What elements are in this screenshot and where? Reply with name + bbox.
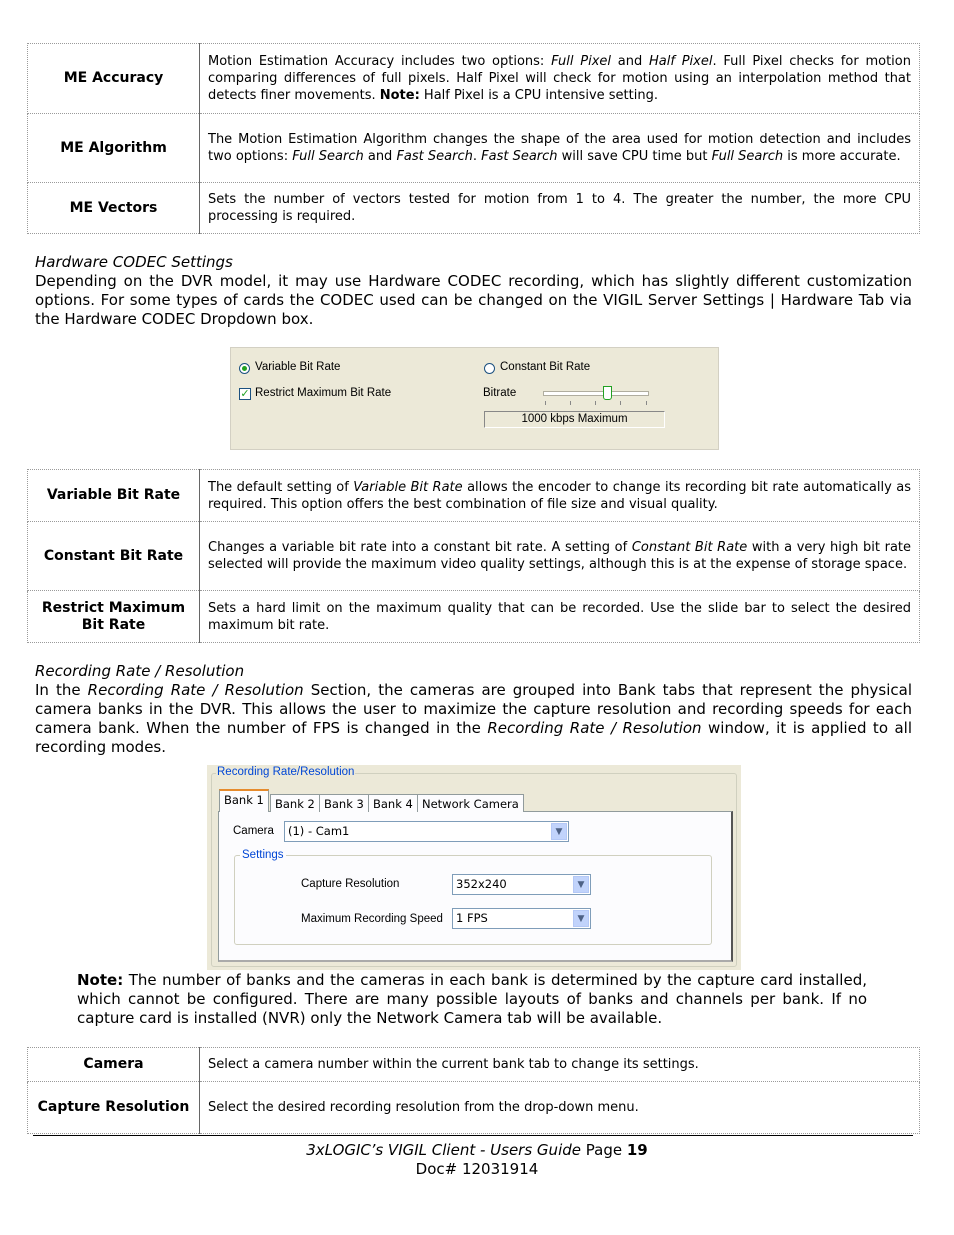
note-text: The number of banks and the cameras in each bank is determined by the capture card installed, which cannot be configured. There are many possible layouts of banks and channels per bank. If no capture card is installed (NVR) only the Network Camera tab will be available.	[77, 971, 867, 1027]
variable-bit-rate-label: Variable Bit Rate	[255, 361, 341, 373]
text-run: The default setting of	[208, 479, 354, 495]
text-run: Constant Bit Rate	[631, 540, 748, 555]
tab-bank-4[interactable]: Bank 4	[368, 794, 418, 812]
text-run: and	[363, 149, 397, 164]
term-cell: ME Accuracy	[28, 44, 200, 114]
text-run: Section, the cameras are grouped into Bank tabs that represent the physical camera banks in the DVR. This allows the user to maximize the capture resolution and recording speeds for each camera bank. When the number of FPS is changed in the	[35, 681, 912, 737]
table-row	[28, 470, 920, 522]
text-run: with a very high bit rate selected will provide the maximum video quality settings, although this is at the expense of storage space.	[208, 540, 912, 572]
text-run: Full Search	[292, 149, 364, 164]
text-run: Note:	[379, 88, 420, 103]
bitrate-slider-thumb[interactable]	[603, 386, 612, 400]
table-row	[28, 44, 920, 114]
constant-bit-rate-radio[interactable]	[484, 363, 495, 374]
term-cell: ME Vectors	[28, 183, 200, 234]
table-row	[28, 1082, 920, 1134]
text-run: Half Pixel	[649, 54, 713, 69]
tab-bank-2[interactable]: Bank 2	[270, 794, 320, 812]
text-run: Recording Rate / Resolution	[487, 719, 702, 737]
description-cell	[200, 522, 920, 591]
chevron-down-icon[interactable]: ▼	[573, 876, 589, 893]
capture-resolution-value: 352x240	[456, 877, 507, 891]
tab-bank-3[interactable]: Bank 3	[319, 794, 369, 812]
group-title: Recording Rate/Resolution	[217, 766, 355, 778]
capture-resolution-select[interactable]	[452, 874, 591, 895]
chevron-down-icon[interactable]: ▼	[573, 910, 589, 927]
table-row	[28, 522, 920, 591]
term-cell: Variable Bit Rate	[28, 470, 200, 522]
restrict-bit-rate-label: Restrict Maximum Bit Rate	[255, 387, 392, 399]
settings-group-box	[234, 855, 712, 945]
text-run: is more accurate.	[783, 149, 901, 164]
footer-doc-number: Doc# 12031914	[415, 1160, 539, 1178]
camera-select-value: (1) - Cam1	[288, 824, 350, 838]
recording-speed-value: 1 FPS	[456, 911, 488, 925]
description-cell	[200, 114, 920, 183]
section-paragraph	[35, 681, 912, 757]
text-run: .	[472, 149, 482, 164]
description-cell	[200, 470, 920, 522]
description-cell	[200, 1048, 920, 1082]
note-label: Note:	[77, 971, 124, 989]
text-run: Variable Bit Rate	[353, 479, 463, 495]
chevron-down-icon[interactable]: ▼	[551, 823, 567, 840]
section-heading: Hardware CODEC Settings	[35, 253, 233, 271]
constant-bit-rate-label: Constant Bit Rate	[500, 361, 591, 373]
text-run: Select a camera number within the current bank tab to change its settings.	[208, 1057, 699, 1072]
capture-resolution-label: Capture Resolution	[301, 878, 400, 890]
table-row	[28, 591, 920, 643]
settings-group-title: Settings	[242, 849, 284, 861]
tab-network-camera[interactable]: Network Camera	[417, 794, 524, 812]
description-cell	[200, 44, 920, 114]
variable-bit-rate-radio[interactable]	[239, 363, 250, 374]
text-run: Select the desired recording resolution from the drop-down menu.	[208, 1100, 639, 1115]
definition-table-camera	[27, 1047, 920, 1134]
term-cell: ME Algorithm	[28, 114, 200, 183]
text-run: . Full Pixel checks for motion comparing differences of full pixels. Half Pixel will check for motion using an interpolation method that detects finer movements.	[208, 54, 911, 103]
term-cell: Constant Bit Rate	[28, 522, 200, 591]
text-run: Full Pixel	[551, 54, 612, 69]
bitrate-slider-track[interactable]	[543, 391, 649, 396]
section-paragraph: Depending on the DVR model, it may use Hardware CODEC recording, which has slightly different customization options. For some types of cards the CODEC used can be changed on the VIGIL Server Settings | Hardware Tab via the Hardware CODEC Dropdown box.	[35, 272, 912, 328]
page-number: 19	[626, 1141, 648, 1159]
footer-guide-title: 3xLOGIC’s VIGIL Client - Users Guide	[306, 1141, 581, 1159]
tab-bank-1[interactable]: Bank 1	[219, 789, 269, 812]
bitrate-label: Bitrate	[483, 387, 517, 399]
text-run: Recording Rate / Resolution	[87, 681, 304, 699]
description-cell	[200, 591, 920, 643]
slider-ticks	[545, 401, 647, 405]
text-run: allows the encoder to change its recording bit rate automatically as required. This option offers the best combination of file size and visual quality.	[208, 479, 911, 512]
text-run: Changes a variable bit rate into a constant bit rate. A setting of	[208, 540, 632, 555]
camera-select[interactable]	[284, 821, 569, 842]
text-run: Fast Search	[481, 149, 558, 164]
recording-speed-select[interactable]	[452, 908, 591, 929]
restrict-bit-rate-checkbox[interactable]: ✓	[240, 388, 250, 400]
text-run: and	[611, 54, 650, 69]
codec-settings-screenshot	[230, 347, 719, 450]
text-run: window, it is applied to all recording modes.	[35, 719, 912, 756]
text-run: Full Search	[711, 149, 784, 164]
term-cell: Camera	[28, 1048, 200, 1082]
text-run: Fast Search	[396, 149, 473, 164]
text-run: Half Pixel is a CPU intensive setting.	[419, 88, 658, 103]
note-paragraph	[77, 971, 867, 1028]
term-cell: Capture Resolution	[28, 1082, 200, 1134]
term-cell: Restrict Maximum Bit Rate	[28, 591, 200, 643]
text-run: In the	[35, 681, 88, 699]
section-heading: Recording Rate / Resolution	[35, 662, 245, 680]
definition-table-me	[27, 43, 920, 234]
footer-page-word: Page	[580, 1141, 627, 1159]
text-run: Motion Estimation Accuracy includes two options:	[208, 54, 552, 69]
text-run: The Motion Estimation Algorithm changes the shape of the area used for motion detection and includes two options:	[208, 132, 911, 164]
table-row	[28, 183, 920, 234]
text-run: Sets a hard limit on the maximum quality that can be recorded. Use the slide bar to select the desired maximum bit rate.	[208, 600, 911, 633]
description-cell	[200, 183, 920, 234]
text-run: Sets the number of vectors tested for motion from 1 to 4. The greater the number, the more CPU processing is required.	[208, 192, 911, 224]
bitrate-value-display: 1000 kbps Maximum	[484, 411, 665, 428]
footer-title	[0, 1141, 954, 1160]
table-row	[28, 1048, 920, 1082]
recording-speed-label: Maximum Recording Speed	[301, 913, 443, 925]
text-run: will save CPU time but	[557, 149, 712, 164]
camera-label: Camera	[233, 825, 274, 837]
table-row	[28, 114, 920, 183]
footer-rule	[33, 1135, 913, 1136]
definition-table-bitrate	[27, 469, 920, 643]
description-cell	[200, 1082, 920, 1134]
